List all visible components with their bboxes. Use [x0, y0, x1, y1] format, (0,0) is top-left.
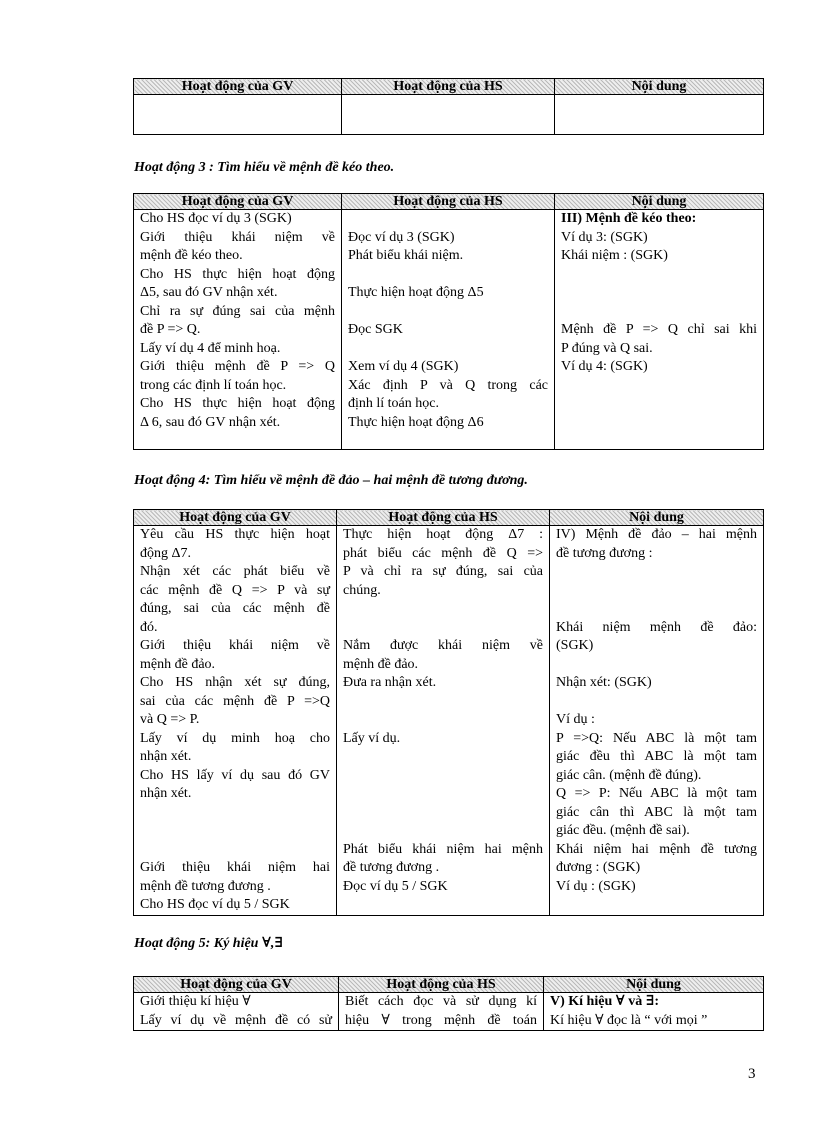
- col-header-gv: Hoạt động của GV: [134, 510, 337, 526]
- text-line: Giới thiệu khái niệm về: [140, 638, 330, 653]
- text-line: Mệnh đề P => Q chỉ sai khi: [561, 322, 757, 337]
- text-line: trong các định lí toán học.: [140, 377, 287, 393]
- col-header-noi-dung: Nội dung: [544, 977, 764, 993]
- text-line: [343, 804, 543, 823]
- cell-gv: [134, 993, 339, 1031]
- empty-cell: [555, 95, 764, 135]
- col-header-hs: Hoạt động của HS: [339, 977, 544, 993]
- text-line: Phát biểu khái niệm hai mệnh: [343, 841, 543, 857]
- text-line: Thực hiện hoạt động Δ6: [348, 414, 484, 430]
- text-line: [140, 822, 330, 841]
- text-line: Đọc ví dụ 5 / SGK: [343, 878, 448, 894]
- text-line: Giới thiệu khái niệm hai: [140, 860, 330, 875]
- text-line: [343, 767, 543, 786]
- text-line: và Q => P.: [140, 712, 200, 727]
- col-header-noi-dung: Nội dung: [555, 194, 764, 210]
- text-line: đúng, sai của các mệnh đề: [140, 601, 330, 616]
- text-line: Lấy ví dụ minh hoạ cho: [140, 730, 330, 746]
- text-line: [343, 693, 543, 712]
- text-line: mệnh đề đảo.: [140, 656, 216, 672]
- text-line: [348, 340, 548, 359]
- text-line: (SGK): [556, 638, 594, 653]
- text-line: [343, 785, 543, 804]
- cell-gv: [134, 210, 342, 450]
- text-line: giác cân thì ABC là một tam: [556, 804, 757, 820]
- text-line: Cho HS đọc ví dụ 5 / SGK: [140, 897, 290, 912]
- table-2: [133, 193, 764, 450]
- text-line: đó.: [140, 619, 158, 635]
- heading-hoat-dong-3: Hoạt động 3 : Tìm hiểu về mệnh đề kéo theo.: [134, 160, 395, 175]
- heading-hoat-dong-5: Hoạt động 5: Ký hiệu ∀,∃: [134, 936, 284, 951]
- text-line: [348, 266, 548, 285]
- text-line: định lí toán học.: [348, 396, 439, 411]
- text-line: [140, 841, 330, 860]
- text-line: IV) Mệnh đề đảo – hai mệnh: [556, 527, 757, 542]
- empty-cell: [134, 95, 342, 135]
- text-line: Phát biểu khái niệm.: [348, 248, 464, 263]
- text-line: giác đều thì ABC là một tam: [556, 749, 757, 764]
- text-line: Đọc ví dụ 3 (SGK): [348, 229, 455, 245]
- text-line: P và chỉ ra sự đúng, sai của: [343, 564, 543, 579]
- text-line: Xem ví dụ 4 (SGK): [348, 359, 459, 374]
- text-line: [561, 266, 757, 285]
- text-line: Yêu cầu HS thực hiện hoạt: [140, 527, 330, 542]
- text-line: Lấy ví dụ.: [343, 730, 401, 746]
- text-line: Giới thiệu mệnh đề P => Q: [140, 359, 335, 374]
- text-line: P đúng và Q sai.: [561, 340, 653, 356]
- text-line: các mệnh đề Q => P và sự: [140, 582, 330, 598]
- text-line: Lấy ví dụ về mệnh đề có sử: [140, 1012, 332, 1028]
- text-line: mệnh đề tương đương .: [140, 878, 271, 894]
- text-line: giác cân. (mệnh đề đúng).: [556, 767, 702, 783]
- cell-hs: [342, 210, 555, 450]
- text-line: Biết cách đọc và sử dụng kí: [345, 994, 537, 1009]
- text-line: mệnh đề đảo.: [343, 656, 419, 672]
- col-header-gv: Hoạt động của GV: [134, 194, 342, 210]
- text-line: Khái niệm mệnh đề đảo:: [556, 619, 757, 635]
- text-line: [140, 804, 330, 823]
- col-header-noi-dung: Nội dung: [555, 79, 764, 95]
- text-line: Q => P: Nếu ABC là một tam: [556, 786, 757, 801]
- table-1: [133, 78, 764, 135]
- text-line: hiệu ∀ trong mệnh đề toán: [345, 1012, 537, 1028]
- col-header-hs: Hoạt động của HS: [342, 194, 555, 210]
- text-line: Thực hiện hoạt động Δ7 :: [343, 527, 543, 542]
- col-header-noi-dung: Nội dung: [550, 510, 764, 526]
- text-line: đương : (SGK): [556, 860, 641, 875]
- text-line: Nhận xét các phát biểu về: [140, 564, 330, 579]
- text-line: Nhận xét: (SGK): [556, 675, 652, 690]
- text-line: đề tương đương :: [556, 545, 653, 561]
- empty-cell: [342, 95, 555, 135]
- text-line: Cho HS đọc ví dụ 3 (SGK): [140, 211, 292, 226]
- text-line: [561, 303, 757, 322]
- text-line: nhận xét.: [140, 786, 192, 801]
- text-line: Khái niệm hai mệnh đề tương: [556, 841, 757, 857]
- text-line: [556, 656, 757, 675]
- text-line: Nắm được khái niệm về: [343, 638, 543, 653]
- cell-hs: [339, 993, 544, 1031]
- cell-noi-dung: [550, 526, 764, 916]
- text-line: [343, 711, 543, 730]
- text-line: Lấy ví dụ 4 để minh hoạ.: [140, 340, 281, 356]
- text-line: động Δ7.: [140, 545, 192, 561]
- text-line: Kí hiệu ∀ đọc là “ với mọi ”: [550, 1012, 708, 1028]
- text-line: [343, 619, 543, 638]
- text-line: [348, 210, 548, 229]
- text-line: [561, 284, 757, 303]
- text-line: [343, 748, 543, 767]
- text-line: Ví dụ : (SGK): [556, 878, 636, 894]
- text-line: sai của các mệnh đề P =>Q: [140, 693, 330, 709]
- text-line: [343, 600, 543, 619]
- text-line: Ví dụ :: [556, 712, 595, 727]
- text-line: Cho HS thực hiện hoạt động: [140, 396, 335, 411]
- text-line: mệnh đề kéo theo.: [140, 248, 243, 263]
- text-line: [556, 563, 757, 582]
- text-line: Thực hiện hoạt động Δ5: [348, 285, 484, 300]
- text-line: [556, 693, 757, 712]
- text-line: [348, 303, 548, 322]
- text-line: Cho HS thực hiện hoạt động: [140, 266, 335, 282]
- col-header-hs: Hoạt động của HS: [342, 79, 555, 95]
- cell-noi-dung: [555, 210, 764, 450]
- col-header-gv: Hoạt động của GV: [134, 977, 339, 993]
- section-title: V) Kí hiệu ∀ và ∃:: [550, 994, 660, 1009]
- heading-hoat-dong-4: Hoạt động 4: Tìm hiểu về mệnh đề đảo – hai mệnh đề tương đương.: [134, 473, 528, 488]
- section-title: III) Mệnh đề kéo theo:: [561, 211, 697, 226]
- col-header-hs: Hoạt động của HS: [337, 510, 550, 526]
- text-line: nhận xét.: [140, 749, 192, 764]
- cell-noi-dung: [544, 993, 764, 1031]
- text-line: [556, 600, 757, 619]
- table-3: [133, 509, 764, 916]
- col-header-gv: Hoạt động của GV: [134, 79, 342, 95]
- text-line: [343, 822, 543, 841]
- text-line: Giới thiệu kí hiệu ∀: [140, 994, 251, 1009]
- text-line: Xác định P và Q trong các: [348, 377, 548, 393]
- text-line: Khái niệm : (SGK): [561, 248, 668, 263]
- text-line: Δ 6, sau đó GV nhận xét.: [140, 414, 281, 430]
- text-line: P =>Q: Nếu ABC là một tam: [556, 730, 757, 746]
- text-line: Cho HS nhận xét sự đúng,: [140, 675, 330, 690]
- text-line: Đọc SGK: [348, 322, 403, 337]
- text-line: Ví dụ 3: (SGK): [561, 229, 648, 245]
- table-4: [133, 976, 764, 1031]
- page-number: 3: [748, 1066, 756, 1082]
- text-line: Δ5, sau đó GV nhận xét.: [140, 285, 278, 300]
- text-line: Chỉ ra sự đúng sai của mệnh: [140, 303, 335, 319]
- text-line: chúng.: [343, 582, 381, 598]
- text-line: giác đều. (mệnh đề sai).: [556, 823, 690, 838]
- text-line: Ví dụ 4: (SGK): [561, 359, 648, 374]
- text-line: đề tương đương .: [343, 860, 440, 875]
- cell-hs: [337, 526, 550, 916]
- text-line: Cho HS lấy ví dụ sau đó GV: [140, 767, 330, 783]
- text-line: Đưa ra nhận xét.: [343, 675, 437, 690]
- text-line: phát biểu các mệnh đề Q =>: [343, 545, 543, 561]
- text-line: [556, 582, 757, 601]
- text-line: Giới thiệu khái niệm về: [140, 229, 335, 245]
- cell-gv: [134, 526, 337, 916]
- text-line: đề P => Q.: [140, 322, 201, 337]
